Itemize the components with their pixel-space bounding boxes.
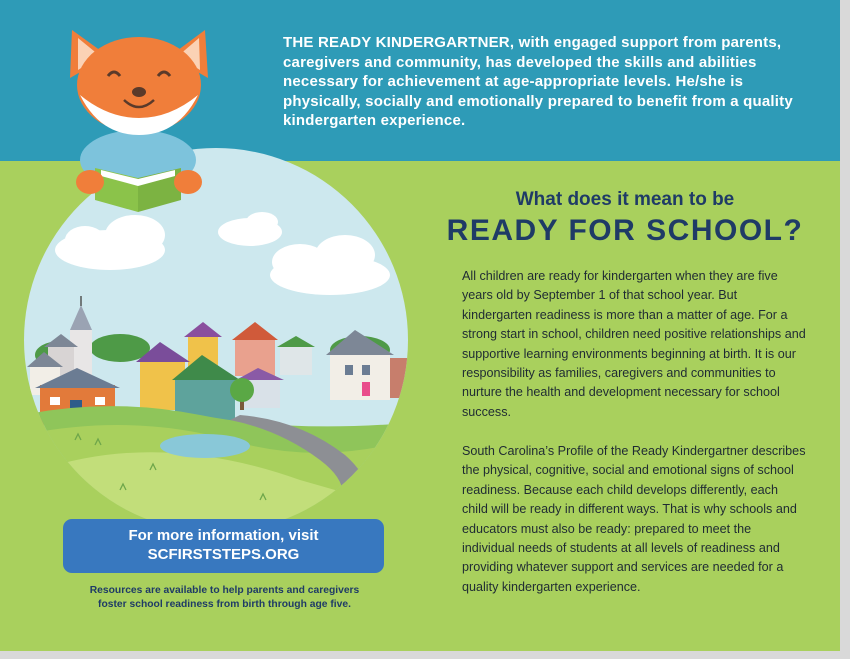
- resources-note: [72, 584, 377, 612]
- section-heading: READY FOR SCHOOL?: [446, 214, 804, 247]
- body-paragraph-2: South Carolina’s Profile of the Ready Kindergartner describes the physical, cognitive, social and emotional signs of school readiness. Because each child develops differently, each child will be ready in different ways. That is why schools and educators must also be ready: prepared to meet the individual needs of students at all levels of readiness and providing whatever support and services are needed for a quality kindergarten experience.: [462, 444, 806, 594]
- body-paragraph-1: All children are ready for kindergarten when they are five years old by September 1 of that school year. But kindergarten readiness is more than a matter of age. For a strong start in school, children need positive relationships and supportive learning environments beginning at birth. It is our responsibility as families, caregivers and communities to nurture the health and development necessary for school success.: [462, 269, 806, 419]
- resources-line-2: foster school readiness from birth through age five.: [98, 599, 351, 610]
- page-shadow-bottom: [0, 651, 850, 659]
- section-subheading: What does it mean to be: [515, 189, 735, 210]
- info-box-caption: For more information, visit: [128, 527, 319, 544]
- page-shadow-right: [840, 0, 850, 659]
- resources-line-1: Resources are available to help parents and caregivers: [89, 585, 360, 596]
- info-link-box[interactable]: [63, 519, 384, 573]
- town-scene: [0, 140, 440, 560]
- fox-reading-book-icon: [70, 30, 208, 212]
- banner-text: THE READY KINDERGARTNER, with engaged support from parents, caregivers and community, has developed the skills and abilities necessary for achievement at age-appropriate levels. He/she is physically, socially and emotionally prepared to benefit from a quality kindergarten experience.: [283, 34, 793, 129]
- website-link[interactable]: SCFIRSTSTEPS.ORG: [147, 546, 300, 563]
